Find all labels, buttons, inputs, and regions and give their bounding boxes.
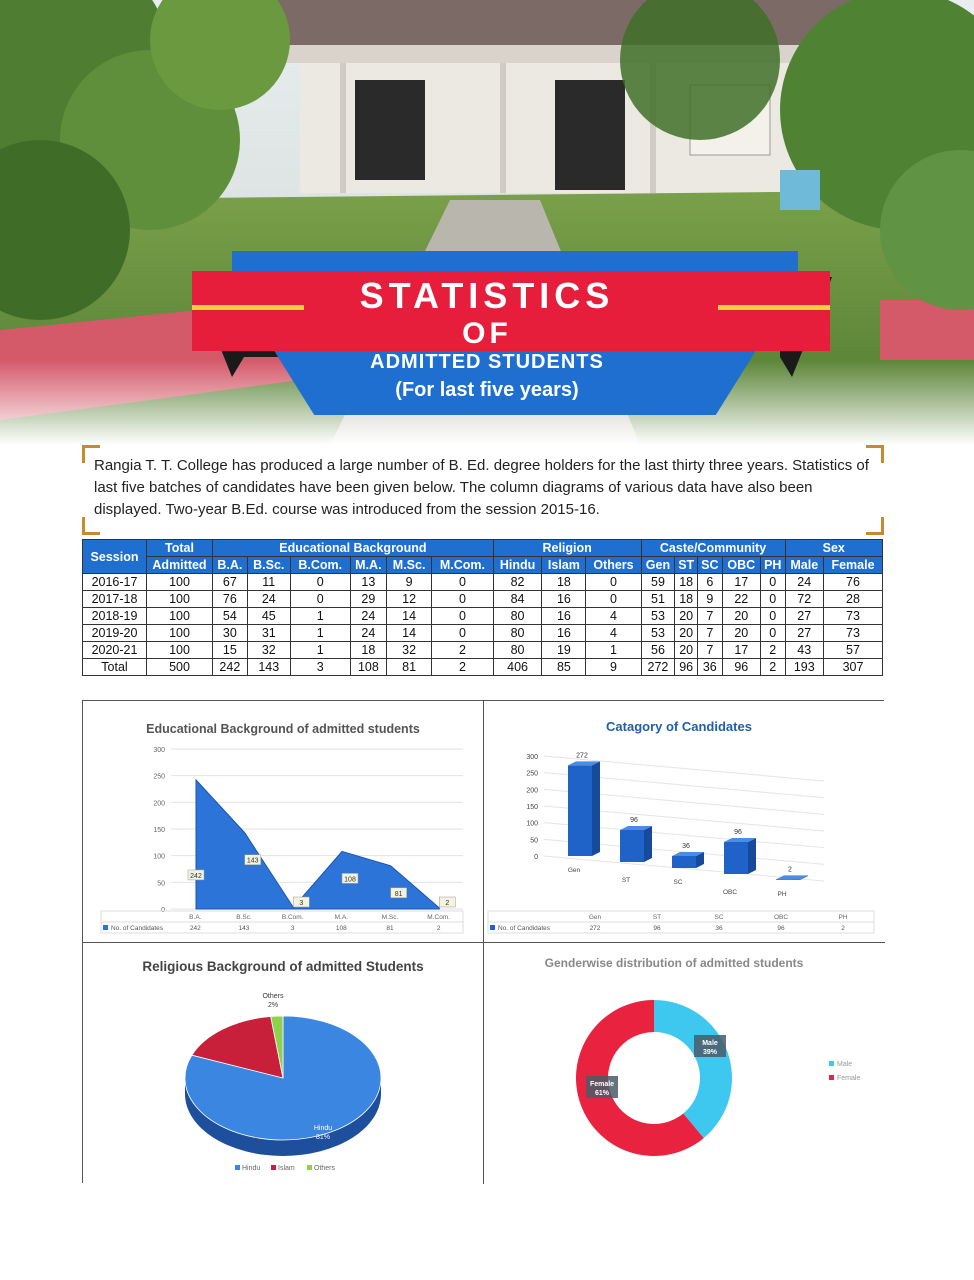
x-tick-label: Gen (567, 867, 581, 874)
education-chart-panel (83, 701, 484, 943)
table-value: 2 (436, 925, 441, 932)
table-cell: 18 (675, 591, 698, 608)
table-cell: 20 (675, 608, 698, 625)
table-cell: 80 (493, 625, 542, 642)
slice-value: 2% (267, 1002, 279, 1009)
table-cell: 24 (350, 608, 387, 625)
table-cell: 96 (675, 659, 698, 676)
table-cell: 18 (350, 642, 387, 659)
table-cell: 27 (785, 625, 823, 642)
table-cell: 307 (823, 659, 882, 676)
table-cell: 100 (147, 625, 213, 642)
data-label: 272 (576, 752, 588, 760)
table-cell: 100 (147, 574, 213, 591)
table-cell: 81 (387, 659, 432, 676)
data-label: 96 (630, 817, 638, 824)
bar-front (776, 879, 800, 880)
sub-header-cell: B.Com. (290, 557, 350, 574)
y-tick-label: 0 (534, 854, 538, 861)
slice-label: Female (589, 1081, 615, 1088)
table-cell: 500 (147, 659, 213, 676)
table-cell: 72 (785, 591, 823, 608)
table-sub-header-row (83, 557, 883, 574)
y-tick-label: 200 (153, 800, 165, 808)
slice-label: Others (262, 993, 284, 1000)
banner-period: (For last five years) (395, 379, 579, 401)
table-cell: 0 (761, 574, 786, 591)
table-category: Gen (588, 914, 602, 921)
table-cell: 32 (387, 642, 432, 659)
y-tick-label: 250 (526, 770, 538, 778)
header-religion: Religion (493, 540, 641, 557)
y-tick-label: 150 (526, 804, 538, 811)
table-cell: 242 (213, 659, 248, 676)
table-cell: 2019-20 (83, 625, 147, 642)
legend-label: Hindu (242, 1165, 261, 1172)
data-label: 96 (734, 829, 742, 836)
table-cell: 16 (542, 625, 586, 642)
y-tick-label: 300 (526, 754, 538, 761)
chart-title: Religious Background of admitted Students (142, 959, 424, 974)
table-cell: 24 (247, 591, 290, 608)
legend-swatch (829, 1061, 834, 1066)
x-tick-label: SC (673, 879, 683, 886)
table-cell: 67 (213, 574, 248, 591)
table-value: 96 (777, 925, 785, 932)
legend-label: Male (837, 1061, 853, 1068)
table-cell: 31 (247, 625, 290, 642)
sub-header-cell: SC (698, 557, 723, 574)
table-cell: 1 (290, 642, 350, 659)
table-cell: 2018-19 (83, 608, 147, 625)
sub-header-cell: Male (785, 557, 823, 574)
table-row (83, 625, 883, 642)
education-area-chart (83, 701, 484, 943)
table-cell: 0 (586, 574, 641, 591)
x-tick-label: B.Com. (281, 914, 304, 921)
data-label: 242 (190, 872, 202, 880)
table-cell: 6 (698, 574, 723, 591)
x-tick-label: M.Com. (427, 914, 451, 921)
table-cell: 14 (387, 608, 432, 625)
table-cell: 13 (350, 574, 387, 591)
header-total-line2: Admitted (147, 557, 213, 574)
table-cell: 0 (432, 591, 494, 608)
table-cell: 193 (785, 659, 823, 676)
table-cell: 143 (247, 659, 290, 676)
intro-section (82, 445, 884, 535)
table-value: 36 (715, 925, 723, 932)
legend-label: No. of Candidates (111, 925, 164, 932)
table-cell: 73 (823, 625, 882, 642)
table-category: OBC (773, 914, 789, 921)
legend-label: Female (837, 1075, 861, 1082)
table-cell: 0 (290, 574, 350, 591)
data-label: 3 (299, 900, 304, 907)
legend-swatch (490, 925, 495, 930)
bar-side (748, 838, 756, 874)
table-value: 3 (290, 925, 295, 932)
sub-header-cell: Hindu (493, 557, 542, 574)
table-cell: 2 (432, 659, 494, 676)
table-cell: 36 (698, 659, 723, 676)
x-tick-label: M.Sc. (381, 914, 399, 921)
x-tick-label: PH (777, 891, 787, 898)
table-row (83, 608, 883, 625)
table-cell: 0 (761, 591, 786, 608)
header-caste: Caste/Community (641, 540, 785, 557)
table-cell: 15 (213, 642, 248, 659)
table-cell: 51 (641, 591, 675, 608)
banner-title: STATISTICS (359, 275, 615, 316)
table-cell: 0 (290, 591, 350, 608)
bar-side (644, 826, 652, 862)
table-row (83, 642, 883, 659)
table-cell: 20 (675, 625, 698, 642)
x-tick-label: OBC (722, 889, 738, 896)
intro-paragraph: Rangia T. T. College has produced a large number of B. Ed. degree holders for the last thirty three years. Statistics of last five batches of candidates have been given below. The column diagrams of various data have also been displayed. Two-year B.Ed. course was introduced from the session 2015-16. (94, 457, 869, 518)
table-cell: 24 (350, 625, 387, 642)
table-value: 143 (238, 925, 250, 932)
table-cell: 20 (722, 625, 760, 642)
table-cell: 19 (542, 642, 586, 659)
x-tick-label: M.A. (334, 914, 349, 921)
x-tick-label: B.A. (189, 914, 202, 921)
data-label: 2 (445, 900, 450, 907)
bar-front (672, 856, 696, 868)
table-row (83, 574, 883, 591)
bar-side (592, 761, 600, 856)
y-tick-label: 100 (153, 853, 165, 861)
gender-chart-panel (484, 943, 885, 1184)
chart-title: Catagory of Candidates (606, 719, 752, 734)
table-cell: 16 (542, 591, 586, 608)
table-cell: 100 (147, 642, 213, 659)
slice-label: Hindu (313, 1125, 333, 1132)
table-cell: 29 (350, 591, 387, 608)
legend-swatch (307, 1165, 312, 1170)
slice-label: Male (702, 1040, 718, 1047)
table-cell: 32 (247, 642, 290, 659)
sub-header-cell: Gen (641, 557, 675, 574)
table-cell: 43 (785, 642, 823, 659)
y-tick-label: 300 (153, 747, 165, 754)
y-tick-label: 250 (153, 773, 165, 781)
table-value: 96 (653, 925, 661, 932)
table-cell: 100 (147, 591, 213, 608)
donut-slice (654, 1000, 732, 1138)
header-education: Educational Background (213, 540, 494, 557)
bar-front (568, 765, 592, 856)
table-cell: 59 (641, 574, 675, 591)
table-cell: 85 (542, 659, 586, 676)
table-category: ST (652, 914, 662, 921)
table-cell: 28 (823, 591, 882, 608)
table-cell: 96 (722, 659, 760, 676)
table-value: 242 (189, 925, 201, 932)
sub-header-cell: Others (586, 557, 641, 574)
table-cell: 16 (542, 608, 586, 625)
y-tick-label: 50 (157, 880, 165, 888)
table-cell: 272 (641, 659, 675, 676)
table-cell: 0 (586, 591, 641, 608)
data-label: 2 (788, 866, 792, 874)
data-label: 81 (394, 890, 403, 898)
sub-header-cell: Islam (542, 557, 586, 574)
table-cell: 9 (387, 574, 432, 591)
table-row (83, 591, 883, 608)
gender-donut-chart (484, 943, 885, 1184)
table-cell: 20 (722, 608, 760, 625)
table-cell: 2020-21 (83, 642, 147, 659)
table-cell: 54 (213, 608, 248, 625)
table-category: SC (714, 914, 724, 921)
legend-label: Islam (278, 1165, 295, 1172)
table-cell: 20 (675, 642, 698, 659)
admission-statistics-table (82, 539, 883, 676)
table-group-header-row (83, 540, 883, 557)
table-cell: 22 (722, 591, 760, 608)
data-label: 143 (246, 857, 259, 865)
table-cell: 17 (722, 574, 760, 591)
table-cell: 0 (432, 608, 494, 625)
category-bar-chart (484, 701, 885, 943)
table-cell: 2 (761, 642, 786, 659)
table-cell: 2 (432, 642, 494, 659)
sub-header-cell: OBC (722, 557, 760, 574)
legend-swatch (103, 925, 108, 930)
slice-label: Islam (229, 1003, 247, 1010)
table-cell: 7 (698, 625, 723, 642)
slice-value: 17% (230, 1012, 246, 1019)
table-cell: 30 (213, 625, 248, 642)
sub-header-cell: B.A. (213, 557, 248, 574)
table-value: 2 (841, 925, 845, 932)
table-cell: 9 (698, 591, 723, 608)
table-cell: 27 (785, 608, 823, 625)
y-tick-label: 150 (153, 827, 165, 834)
table-cell: 45 (247, 608, 290, 625)
table-cell: 18 (542, 574, 586, 591)
table-cell: 76 (213, 591, 248, 608)
sub-header-cell: M.Sc. (387, 557, 432, 574)
table-cell: 1 (586, 642, 641, 659)
table-cell: 17 (722, 642, 760, 659)
legend-swatch (271, 1165, 276, 1170)
header-total-line1: Total (147, 540, 213, 557)
data-label: 36 (682, 843, 690, 850)
y-tick-label: 50 (530, 837, 538, 845)
header-session: Session (83, 540, 147, 574)
table-cell: 57 (823, 642, 882, 659)
sub-header-cell: ST (675, 557, 698, 574)
table-cell: 24 (785, 574, 823, 591)
bar-front (724, 842, 748, 874)
table-cell: 406 (493, 659, 542, 676)
table-category: PH (838, 914, 848, 921)
table-cell: 73 (823, 608, 882, 625)
table-cell: 0 (432, 625, 494, 642)
chart-title: Educational Background of admitted students (146, 722, 420, 736)
header-sex: Sex (785, 540, 882, 557)
title-banner (0, 245, 974, 425)
table-cell: 11 (247, 574, 290, 591)
chart-title: Genderwise distribution of admitted students (544, 956, 804, 970)
bar-front (620, 830, 644, 862)
banner-of: OF (462, 317, 512, 350)
banner-subtitle: ADMITTED STUDENTS (370, 351, 604, 373)
table-cell: 3 (290, 659, 350, 676)
data-label: 108 (344, 876, 356, 884)
table-cell: 82 (493, 574, 542, 591)
table-cell: Total (83, 659, 147, 676)
table-cell: 80 (493, 642, 542, 659)
x-tick-label: ST (621, 877, 631, 884)
table-value: 272 (589, 925, 601, 932)
slice-value: 61% (594, 1090, 610, 1097)
table-cell: 12 (387, 591, 432, 608)
slice-value: 81% (315, 1134, 331, 1141)
table-cell: 2 (761, 659, 786, 676)
table-cell: 0 (761, 608, 786, 625)
y-tick-label: 100 (526, 820, 538, 828)
y-tick-label: 200 (526, 787, 538, 795)
table-cell: 4 (586, 625, 641, 642)
legend-label: No. of Candidates (498, 925, 551, 932)
sub-header-cell: B.Sc. (247, 557, 290, 574)
table-cell: 108 (350, 659, 387, 676)
table-cell: 1 (290, 608, 350, 625)
table-cell: 1 (290, 625, 350, 642)
category-chart-panel (484, 701, 885, 943)
legend-label: Others (314, 1165, 336, 1172)
sub-header-cell: PH (761, 557, 786, 574)
table-cell: 0 (432, 574, 494, 591)
legend-swatch (235, 1165, 240, 1170)
table-cell: 80 (493, 608, 542, 625)
table-cell: 2016-17 (83, 574, 147, 591)
sub-header-cell: M.Com. (432, 557, 494, 574)
table-row (83, 659, 883, 676)
slice-value: 39% (702, 1049, 718, 1056)
table-cell: 76 (823, 574, 882, 591)
table-cell: 18 (675, 574, 698, 591)
table-cell: 7 (698, 642, 723, 659)
table-cell: 0 (761, 625, 786, 642)
table-value: 108 (335, 925, 347, 932)
table-cell: 100 (147, 608, 213, 625)
table-body (83, 574, 883, 676)
table-value: 81 (386, 925, 394, 932)
religion-chart-panel (83, 943, 484, 1184)
table-cell: 9 (586, 659, 641, 676)
y-tick-label: 0 (161, 907, 165, 914)
sub-header-cell: Female (823, 557, 882, 574)
table-cell: 53 (641, 625, 675, 642)
charts-grid (82, 700, 884, 1183)
religion-pie-chart (83, 943, 484, 1184)
sub-header-cell: M.A. (350, 557, 387, 574)
table-cell: 84 (493, 591, 542, 608)
table-cell: 56 (641, 642, 675, 659)
legend-swatch (829, 1075, 834, 1080)
x-tick-label: B.Sc. (236, 914, 252, 921)
table-cell: 7 (698, 608, 723, 625)
table-cell: 4 (586, 608, 641, 625)
table-cell: 2017-18 (83, 591, 147, 608)
table-cell: 53 (641, 608, 675, 625)
table-cell: 14 (387, 625, 432, 642)
